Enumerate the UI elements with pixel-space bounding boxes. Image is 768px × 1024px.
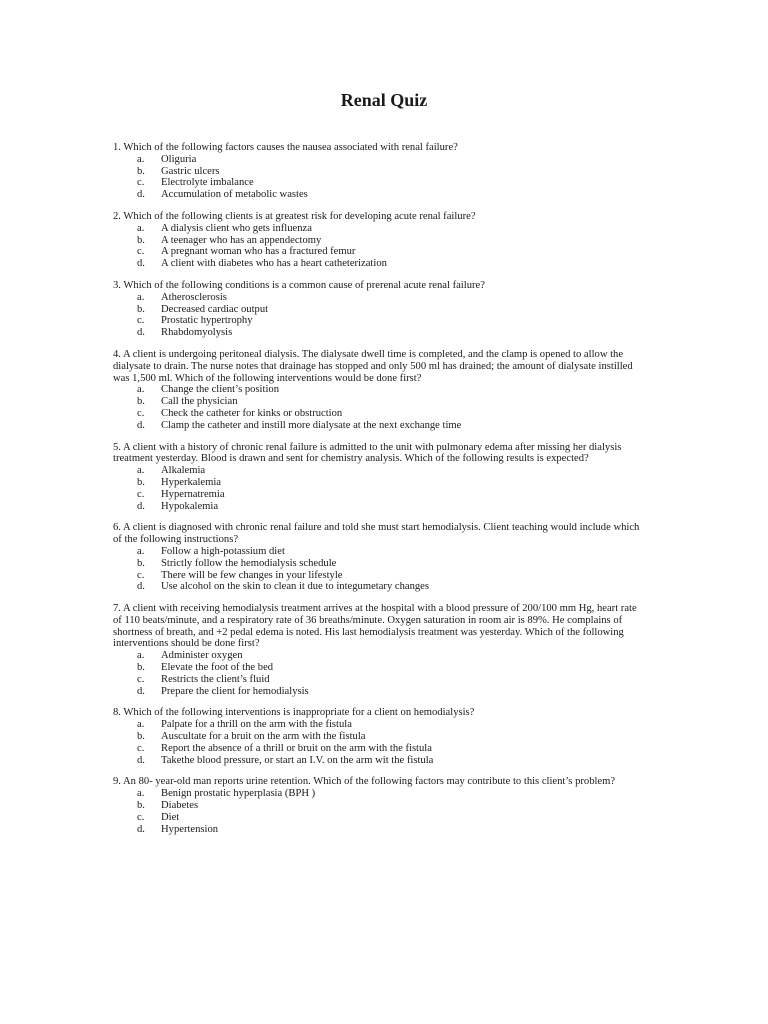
option-text: Decreased cardiac output xyxy=(161,303,269,315)
option-text: Change the client’s position xyxy=(161,384,279,396)
answer-option xyxy=(113,719,643,731)
option-text: Restricts the client’s fluid xyxy=(161,673,270,685)
answer-option xyxy=(113,650,643,662)
question-text: 1. Which of the following factors causes the nausea associated with renal failure? xyxy=(113,142,458,153)
option-text: Atherosclerosis xyxy=(161,291,227,303)
answer-option xyxy=(113,258,643,270)
answer-option xyxy=(113,824,643,836)
answer-option xyxy=(113,731,643,743)
page-title: Renal Quiz xyxy=(340,90,428,110)
question-2 xyxy=(113,211,643,270)
question-1 xyxy=(113,142,643,201)
answer-option xyxy=(113,755,643,767)
option-text: Clamp the catheter and instill more dialysate at the next exchange time xyxy=(161,419,462,431)
option-letter: c. xyxy=(137,673,145,685)
answer-option xyxy=(113,788,643,800)
option-letter: c. xyxy=(137,742,145,754)
question-4 xyxy=(113,349,643,432)
option-text: Gastric ulcers xyxy=(161,165,220,177)
answer-options xyxy=(113,465,643,512)
option-text: Hypernatremia xyxy=(161,488,225,500)
answer-option xyxy=(113,812,643,824)
option-letter: b. xyxy=(137,731,145,743)
option-text: Electrolyte imbalance xyxy=(161,177,254,189)
option-letter: a. xyxy=(137,650,145,662)
answer-option xyxy=(113,420,643,432)
answer-option xyxy=(113,235,643,247)
answer-option xyxy=(113,686,643,698)
option-text: Hypertension xyxy=(161,823,219,835)
option-letter: c. xyxy=(137,177,145,189)
answer-option xyxy=(113,189,643,201)
option-letter: b. xyxy=(137,303,145,315)
option-letter: d. xyxy=(137,581,145,593)
question-text: 4. A client is undergoing peritoneal dialysis. The dialysate dwell time is completed, and the clamp is opened to allow the dialysate to drain. The nurse notes that drainage has stopped and only 500 ml has drained; the amount of dialysate instilled was 1,500 ml. Which of the following interventions would be done first? xyxy=(113,348,633,384)
answer-option xyxy=(113,546,643,558)
answer-option xyxy=(113,154,643,166)
answer-option xyxy=(113,304,643,316)
option-letter: d. xyxy=(137,754,145,766)
question-text: 5. A client with a history of chronic renal failure is admitted to the unit with pulmonary edema after missing her dialysis treatment yesterday. Blood is drawn and sent for chemistry analysis. Which of the following results is expected? xyxy=(113,441,622,465)
answer-option xyxy=(113,743,643,755)
answer-options xyxy=(113,788,643,835)
option-letter: a. xyxy=(137,465,145,477)
option-letter: b. xyxy=(137,662,145,674)
option-letter: d. xyxy=(137,419,145,431)
answer-option xyxy=(113,327,643,339)
option-text: Report the absence of a thrill or bruit on the arm with the fistula xyxy=(161,742,432,754)
answer-options xyxy=(113,384,643,431)
answer-option xyxy=(113,315,643,327)
option-text: There will be few changes in your lifestyle xyxy=(161,569,343,581)
answer-option xyxy=(113,292,643,304)
answer-option xyxy=(113,246,643,258)
option-letter: a. xyxy=(137,719,145,731)
option-text: Diet xyxy=(161,811,180,823)
option-letter: b. xyxy=(137,476,145,488)
option-text: Diabetes xyxy=(161,800,199,812)
answer-options xyxy=(113,650,643,697)
option-letter: b. xyxy=(137,800,145,812)
option-text: Call the physician xyxy=(161,396,238,408)
answer-option xyxy=(113,384,643,396)
answer-options xyxy=(113,154,643,201)
answer-option xyxy=(113,581,643,593)
question-text: 7. A client with receiving hemodialysis treatment arrives at the hospital with a blood pressure of 200/100 mm Hg, heart rate of 110 beats/minute, and a respiratory rate of 36 breaths/minute. Oxygen saturation in room air is 89%. He complains of shortness of breath, and +2 pedal edema is noted. His last hemodialysis treatment was yesterday. Which of the following interventions should be done first? xyxy=(113,603,637,650)
option-letter: a. xyxy=(137,222,145,234)
option-letter: d. xyxy=(137,327,145,339)
option-text: Prepare the client for hemodialysis xyxy=(161,685,309,697)
question-9 xyxy=(113,776,643,835)
option-text: Elevate the foot of the bed xyxy=(161,662,274,674)
answer-option xyxy=(113,558,643,570)
option-text: Alkalemia xyxy=(161,465,206,477)
option-text: Use alcohol on the skin to clean it due to integumetary changes xyxy=(161,581,430,593)
answer-option xyxy=(113,662,643,674)
question-text: 2. Which of the following clients is at greatest risk for developing acute renal failure? xyxy=(113,210,476,222)
question-5 xyxy=(113,442,643,513)
option-text: Strictly follow the hemodialysis schedule xyxy=(161,557,337,569)
answer-options xyxy=(113,546,643,593)
question-text: 8. Which of the following interventions is inappropriate for a client on hemodialysis? xyxy=(113,707,475,719)
option-text: A teenager who has an appendectomy xyxy=(161,234,322,246)
option-text: Rhabdomyolysis xyxy=(161,327,233,339)
answer-option xyxy=(113,800,643,812)
question-3 xyxy=(113,280,643,339)
option-letter: a. xyxy=(137,545,145,557)
option-text: Hyperkalemia xyxy=(161,476,222,488)
option-letter: d. xyxy=(137,258,145,270)
answer-options xyxy=(113,719,643,766)
option-letter: c. xyxy=(137,407,145,419)
option-letter: d. xyxy=(137,189,145,201)
option-text: Hypokalemia xyxy=(161,500,219,512)
question-text: 9. An 80- year-old man reports urine retention. Which of the following factors may contribute to this client’s problem? xyxy=(113,776,616,788)
option-letter: a. xyxy=(137,153,145,165)
question-6 xyxy=(113,522,643,593)
option-text: Check the catheter for kinks or obstruction xyxy=(161,407,343,419)
answer-option xyxy=(113,477,643,489)
option-text: Accumulation of metabolic wastes xyxy=(161,189,308,201)
option-letter: c. xyxy=(137,569,145,581)
option-text: Administer oxygen xyxy=(161,650,243,662)
option-letter: a. xyxy=(137,384,145,396)
option-letter: d. xyxy=(137,500,145,512)
option-text: Auscultate for a bruit on the arm with the fistula xyxy=(161,731,366,743)
option-letter: a. xyxy=(137,788,145,800)
answer-option xyxy=(113,465,643,477)
option-text: Prostatic hypertrophy xyxy=(161,315,253,327)
answer-options xyxy=(113,223,643,270)
answer-option xyxy=(113,166,643,178)
option-letter: c. xyxy=(137,811,145,823)
question-text: 6. A client is diagnosed with chronic renal failure and told she must start hemodialysis. Client teaching would include which of the following instructions? xyxy=(113,522,640,546)
answer-option xyxy=(113,396,643,408)
option-text: A pregnant woman who has a fractured femur xyxy=(161,246,356,258)
answer-option xyxy=(113,223,643,235)
option-text: Palpate for a thrill on the arm with the fistula xyxy=(161,719,352,731)
answer-options xyxy=(113,292,643,339)
option-letter: b. xyxy=(137,396,145,408)
answer-option xyxy=(113,674,643,686)
answer-option xyxy=(113,177,643,189)
option-letter: b. xyxy=(137,165,145,177)
option-text: Benign prostatic hyperplasia (BPH ) xyxy=(161,788,316,800)
option-letter: d. xyxy=(137,685,145,697)
question-7 xyxy=(113,603,643,697)
option-letter: a. xyxy=(137,291,145,303)
option-text: Follow a high-potassium diet xyxy=(161,545,285,557)
answer-option xyxy=(113,489,643,501)
option-text: Oliguria xyxy=(161,153,197,165)
option-text: A dialysis client who gets influenza xyxy=(161,222,312,234)
option-letter: b. xyxy=(137,234,145,246)
question-8 xyxy=(113,707,643,766)
answer-option xyxy=(113,408,643,420)
option-text: A client with diabetes who has a heart catheterization xyxy=(161,258,387,270)
question-list xyxy=(113,142,643,845)
question-text: 3. Which of the following conditions is a common cause of prerenal acute renal failure? xyxy=(113,279,485,291)
option-letter: c. xyxy=(137,246,145,258)
option-letter: c. xyxy=(137,315,145,327)
option-letter: c. xyxy=(137,488,145,500)
option-text: Takethe blood pressure, or start an I.V. on the arm wit the fistula xyxy=(161,754,434,766)
option-letter: d. xyxy=(137,823,145,835)
answer-option xyxy=(113,501,643,513)
option-letter: b. xyxy=(137,557,145,569)
answer-option xyxy=(113,570,643,582)
